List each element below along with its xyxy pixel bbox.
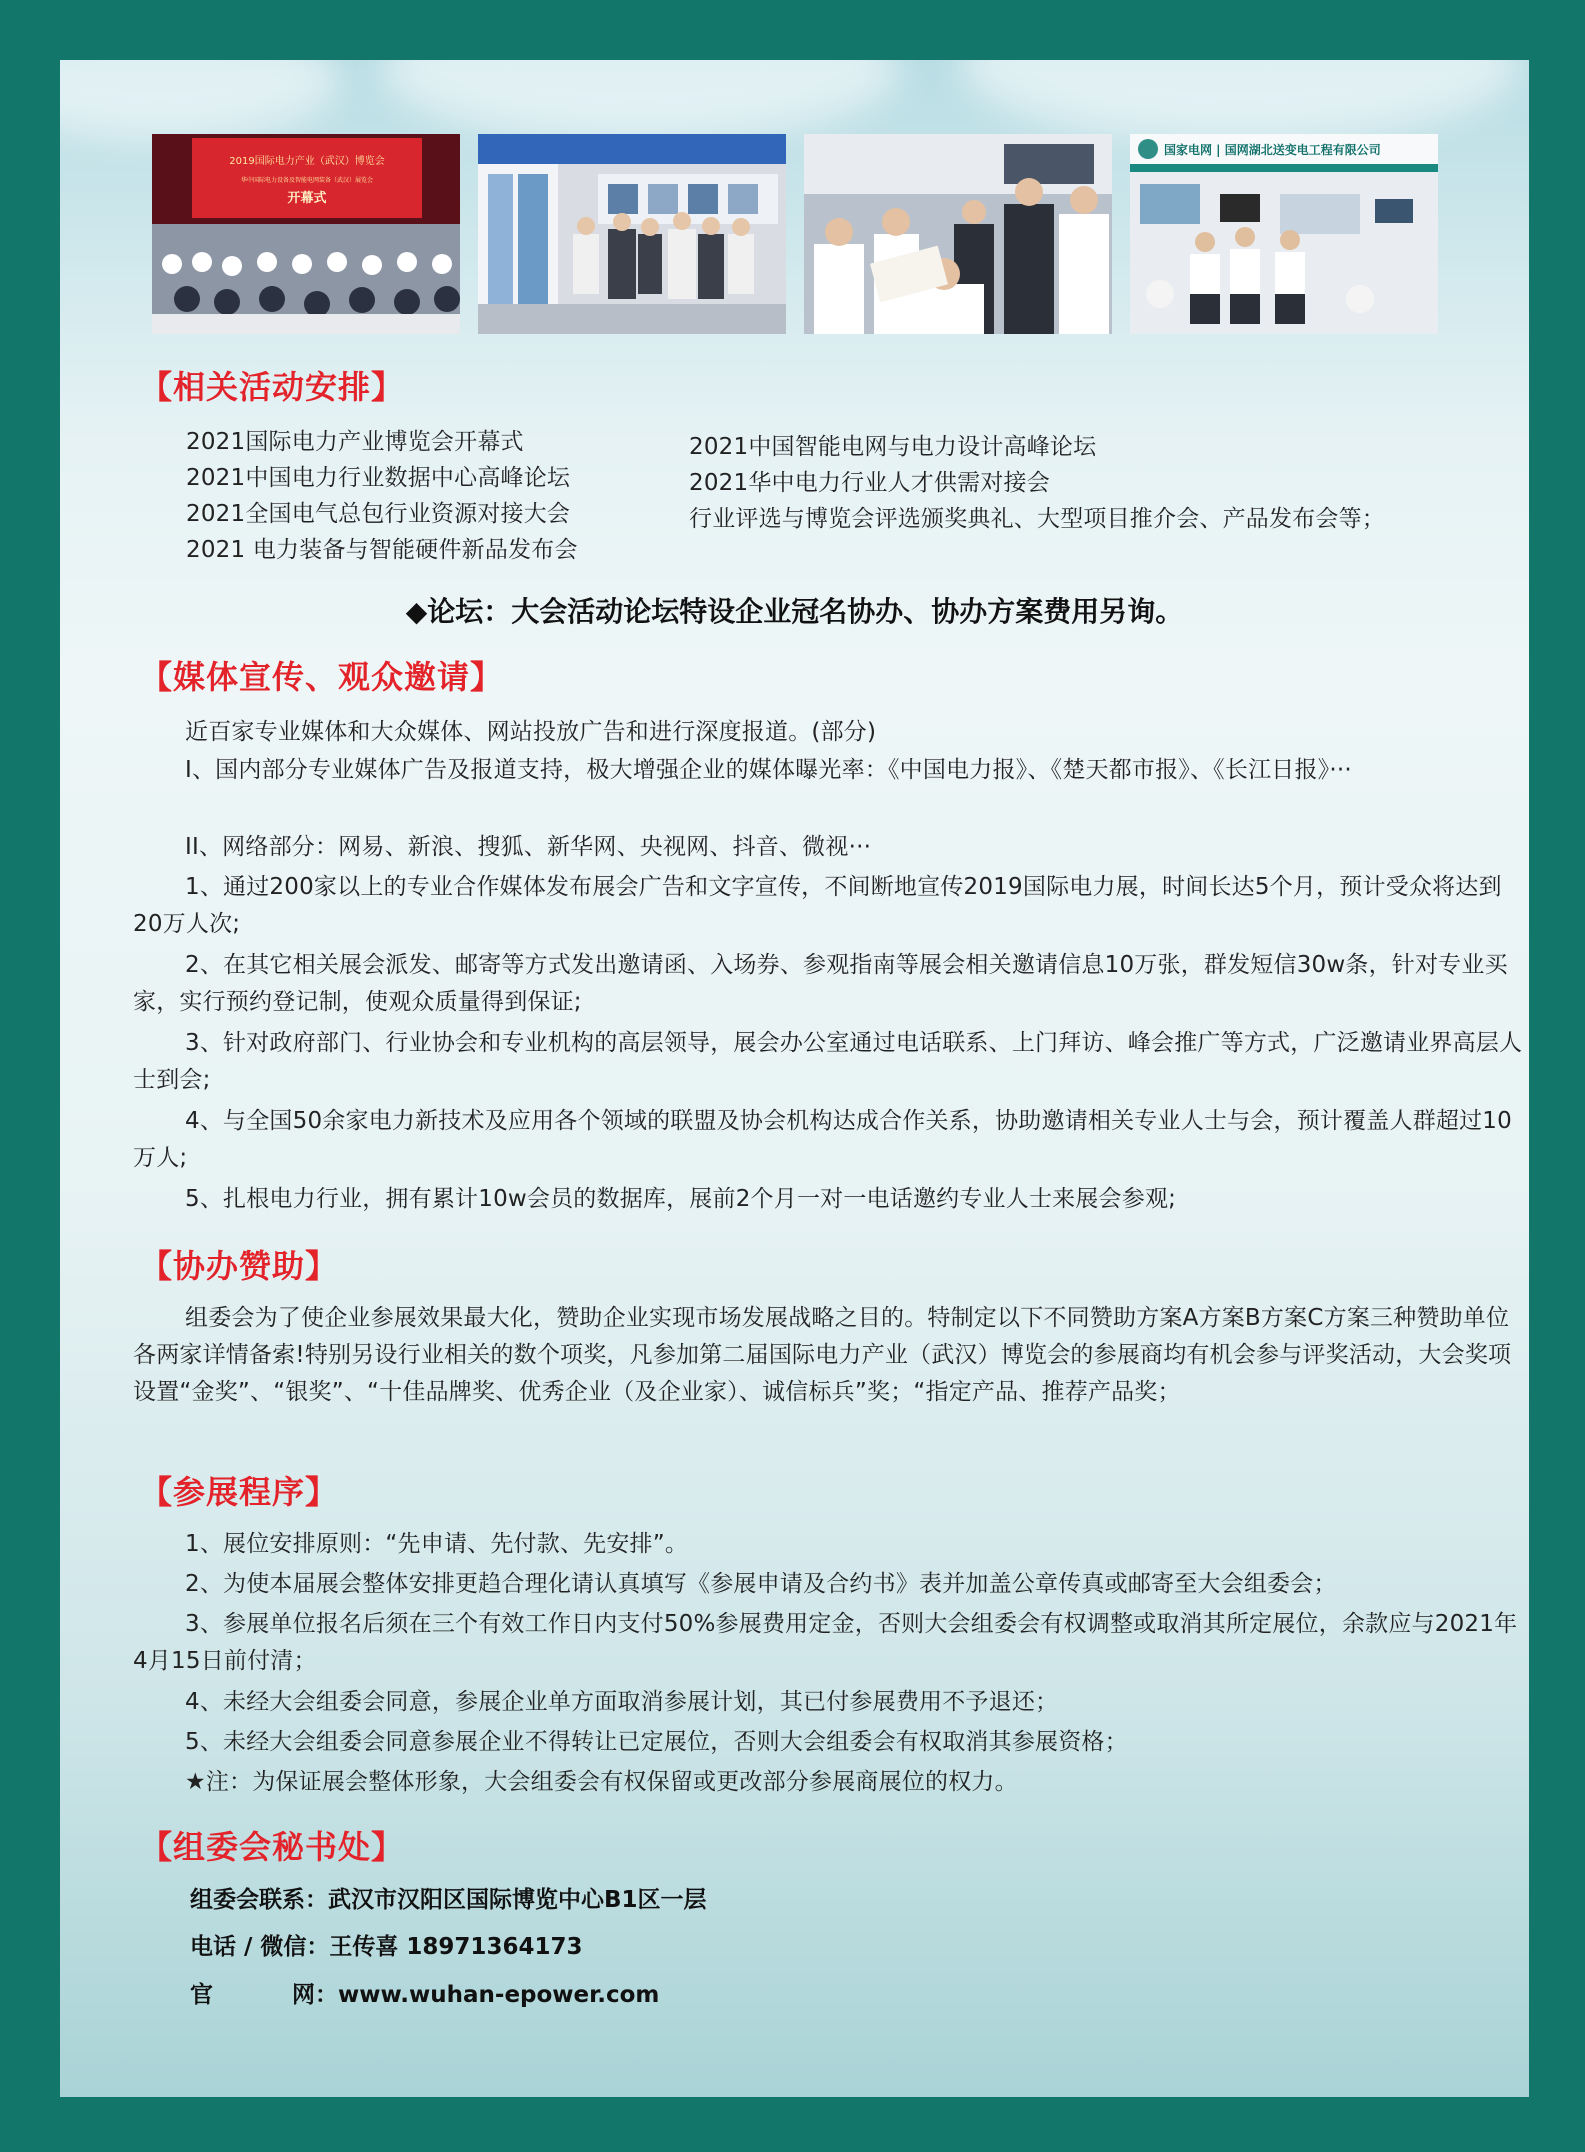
sponsor-paragraph: 组委会为了使企业参展效果最大化，赞助企业实现市场发展战略之目的。特制定以下不同赞助方案A方案B方案C方案三种赞助单位各两家详情备索!特别另设行业相关的数个项奖，凡参加第二届国际电力产业（武汉）博览会的参展商均有机会参与评奖活动，大会奖项设置“金奖”、“银奖”、“十佳品牌奖、优秀企业（及企业家）、诚信标兵”奖；“指定产品、推荐产品奖； — [133, 1305, 1512, 1405]
banner-line-3: 开幕式 — [287, 191, 327, 206]
procedure-item: 3、参展单位报名后须在三个有效工作日内支付50%参展费用定金，否则大会组委会有权调整或取消其所定展位，余款应与2021年4月15日前付清； — [133, 1611, 1518, 1674]
forum-note: ◆论坛：大会活动论坛特设企业冠名协办、协办方案费用另询。 — [405, 595, 1184, 628]
media-paragraph: 4、与全国50余家电力新技术及应用各个领域的联盟及协会机构达成合作关系，协助邀请相关专业人士与会，预计覆盖人群超过10万人; — [133, 1108, 1512, 1171]
procedure-heading: 【参展程序】 — [140, 1473, 339, 1511]
media-paragraph: 3、针对政府部门、行业协会和专业机构的高层领导，展会办公室通过电话联系、上门拜访、峰会推广等方式，广泛邀请业界高层人士到会; — [133, 1030, 1523, 1093]
media-paragraph: 1、通过200家以上的专业合作媒体发布展会广告和文字宣传，不间断地宣传2019国际电力展，时间长达5个月，预计受众将达到20万人次; — [133, 874, 1502, 937]
booth-sign: 国家电网 | 国网湖北送变电工程有限公司 — [1164, 143, 1381, 157]
photo-exhibition-hall — [478, 134, 786, 334]
activities-heading: 【相关活动安排】 — [140, 368, 405, 406]
photo-opening-ceremony — [152, 134, 460, 334]
media-paragraph: 5、扎根电力行业，拥有累计10w会员的数据库，展前2个月一对一电话邀约专业人士来展会参观; — [185, 1186, 1177, 1212]
secretariat-heading: 【组委会秘书处】 — [140, 1828, 405, 1866]
procedure-item: 1、展位安排原则：“先申请、先付款、先安排”。 — [185, 1531, 689, 1557]
activity-item: 2021中国智能电网与电力设计高峰论坛 — [689, 434, 1097, 460]
website-label: 官 — [190, 1982, 213, 2008]
media-heading: 【媒体宣传、观众邀请】 — [140, 658, 504, 696]
website-link[interactable]: 网：www.wuhan-epower.com — [292, 1982, 660, 2008]
procedure-item: 2、为使本届展会整体安排更趋合理化请认真填写《参展申请及合约书》表并加盖公章传真或邮寄至大会组委会； — [185, 1571, 1337, 1597]
media-paragraph: 2、在其它相关展会派发、邮寄等方式发出邀请函、入场券、参观指南等展会相关邀请信息10万张，群发短信30w条，针对专业买家，实行预约登记制，使观众质量得到保证; — [133, 952, 1508, 1015]
banner-line-2: 华中国际电力设备及智能电网装备（武汉）展览会 — [240, 177, 374, 184]
procedure-note: ★注：为保证展会整体形象，大会组委会有权保留或更改部分参展商展位的权力。 — [185, 1769, 1018, 1795]
contact-phone: 电话 / 微信：王传喜 18971364173 — [190, 1934, 583, 1960]
photo-visitors — [804, 134, 1112, 334]
content-panel — [60, 60, 1529, 2097]
procedure-item: 4、未经大会组委会同意，参展企业单方面取消参展计划，其已付参展费用不予退还； — [185, 1689, 1059, 1715]
media-paragraph: 近百家专业媒体和大众媒体、网站投放广告和进行深度报道。(部分) — [185, 719, 877, 745]
activity-item: 2021国际电力产业博览会开幕式 — [186, 429, 524, 455]
activity-item: 2021华中电力行业人才供需对接会 — [689, 470, 1050, 496]
photo-strip — [152, 134, 1442, 334]
activity-item: 2021全国电气总包行业资源对接大会 — [186, 501, 571, 527]
contact-address: 组委会联系：武汉市汉阳区国际博览中心B1区一层 — [190, 1887, 707, 1913]
media-paragraph: I、国内部分专业媒体广告及报道支持，极大增强企业的媒体曝光率：《中国电力报》、《楚天都市报》、《长江日报》··· — [185, 757, 1352, 783]
activity-item: 2021中国电力行业数据中心高峰论坛 — [186, 465, 571, 491]
media-paragraph: II、网络部分：网易、新浪、搜狐、新华网、央视网、抖音、微视··· — [185, 834, 872, 860]
procedure-item: 5、未经大会组委会同意参展企业不得转让已定展位，否则大会组委会有权取消其参展资格； — [185, 1729, 1128, 1755]
activity-item: 2021 电力装备与智能硬件新品发布会 — [186, 537, 578, 563]
activity-item: 行业评选与博览会评选颁奖典礼、大型项目推介会、产品发布会等； — [689, 506, 1385, 532]
photo-state-grid-booth — [1130, 134, 1438, 334]
sponsor-heading: 【协办赞助】 — [140, 1247, 339, 1285]
banner-line-1: 2019国际电力产业（武汉）博览会 — [229, 156, 385, 167]
